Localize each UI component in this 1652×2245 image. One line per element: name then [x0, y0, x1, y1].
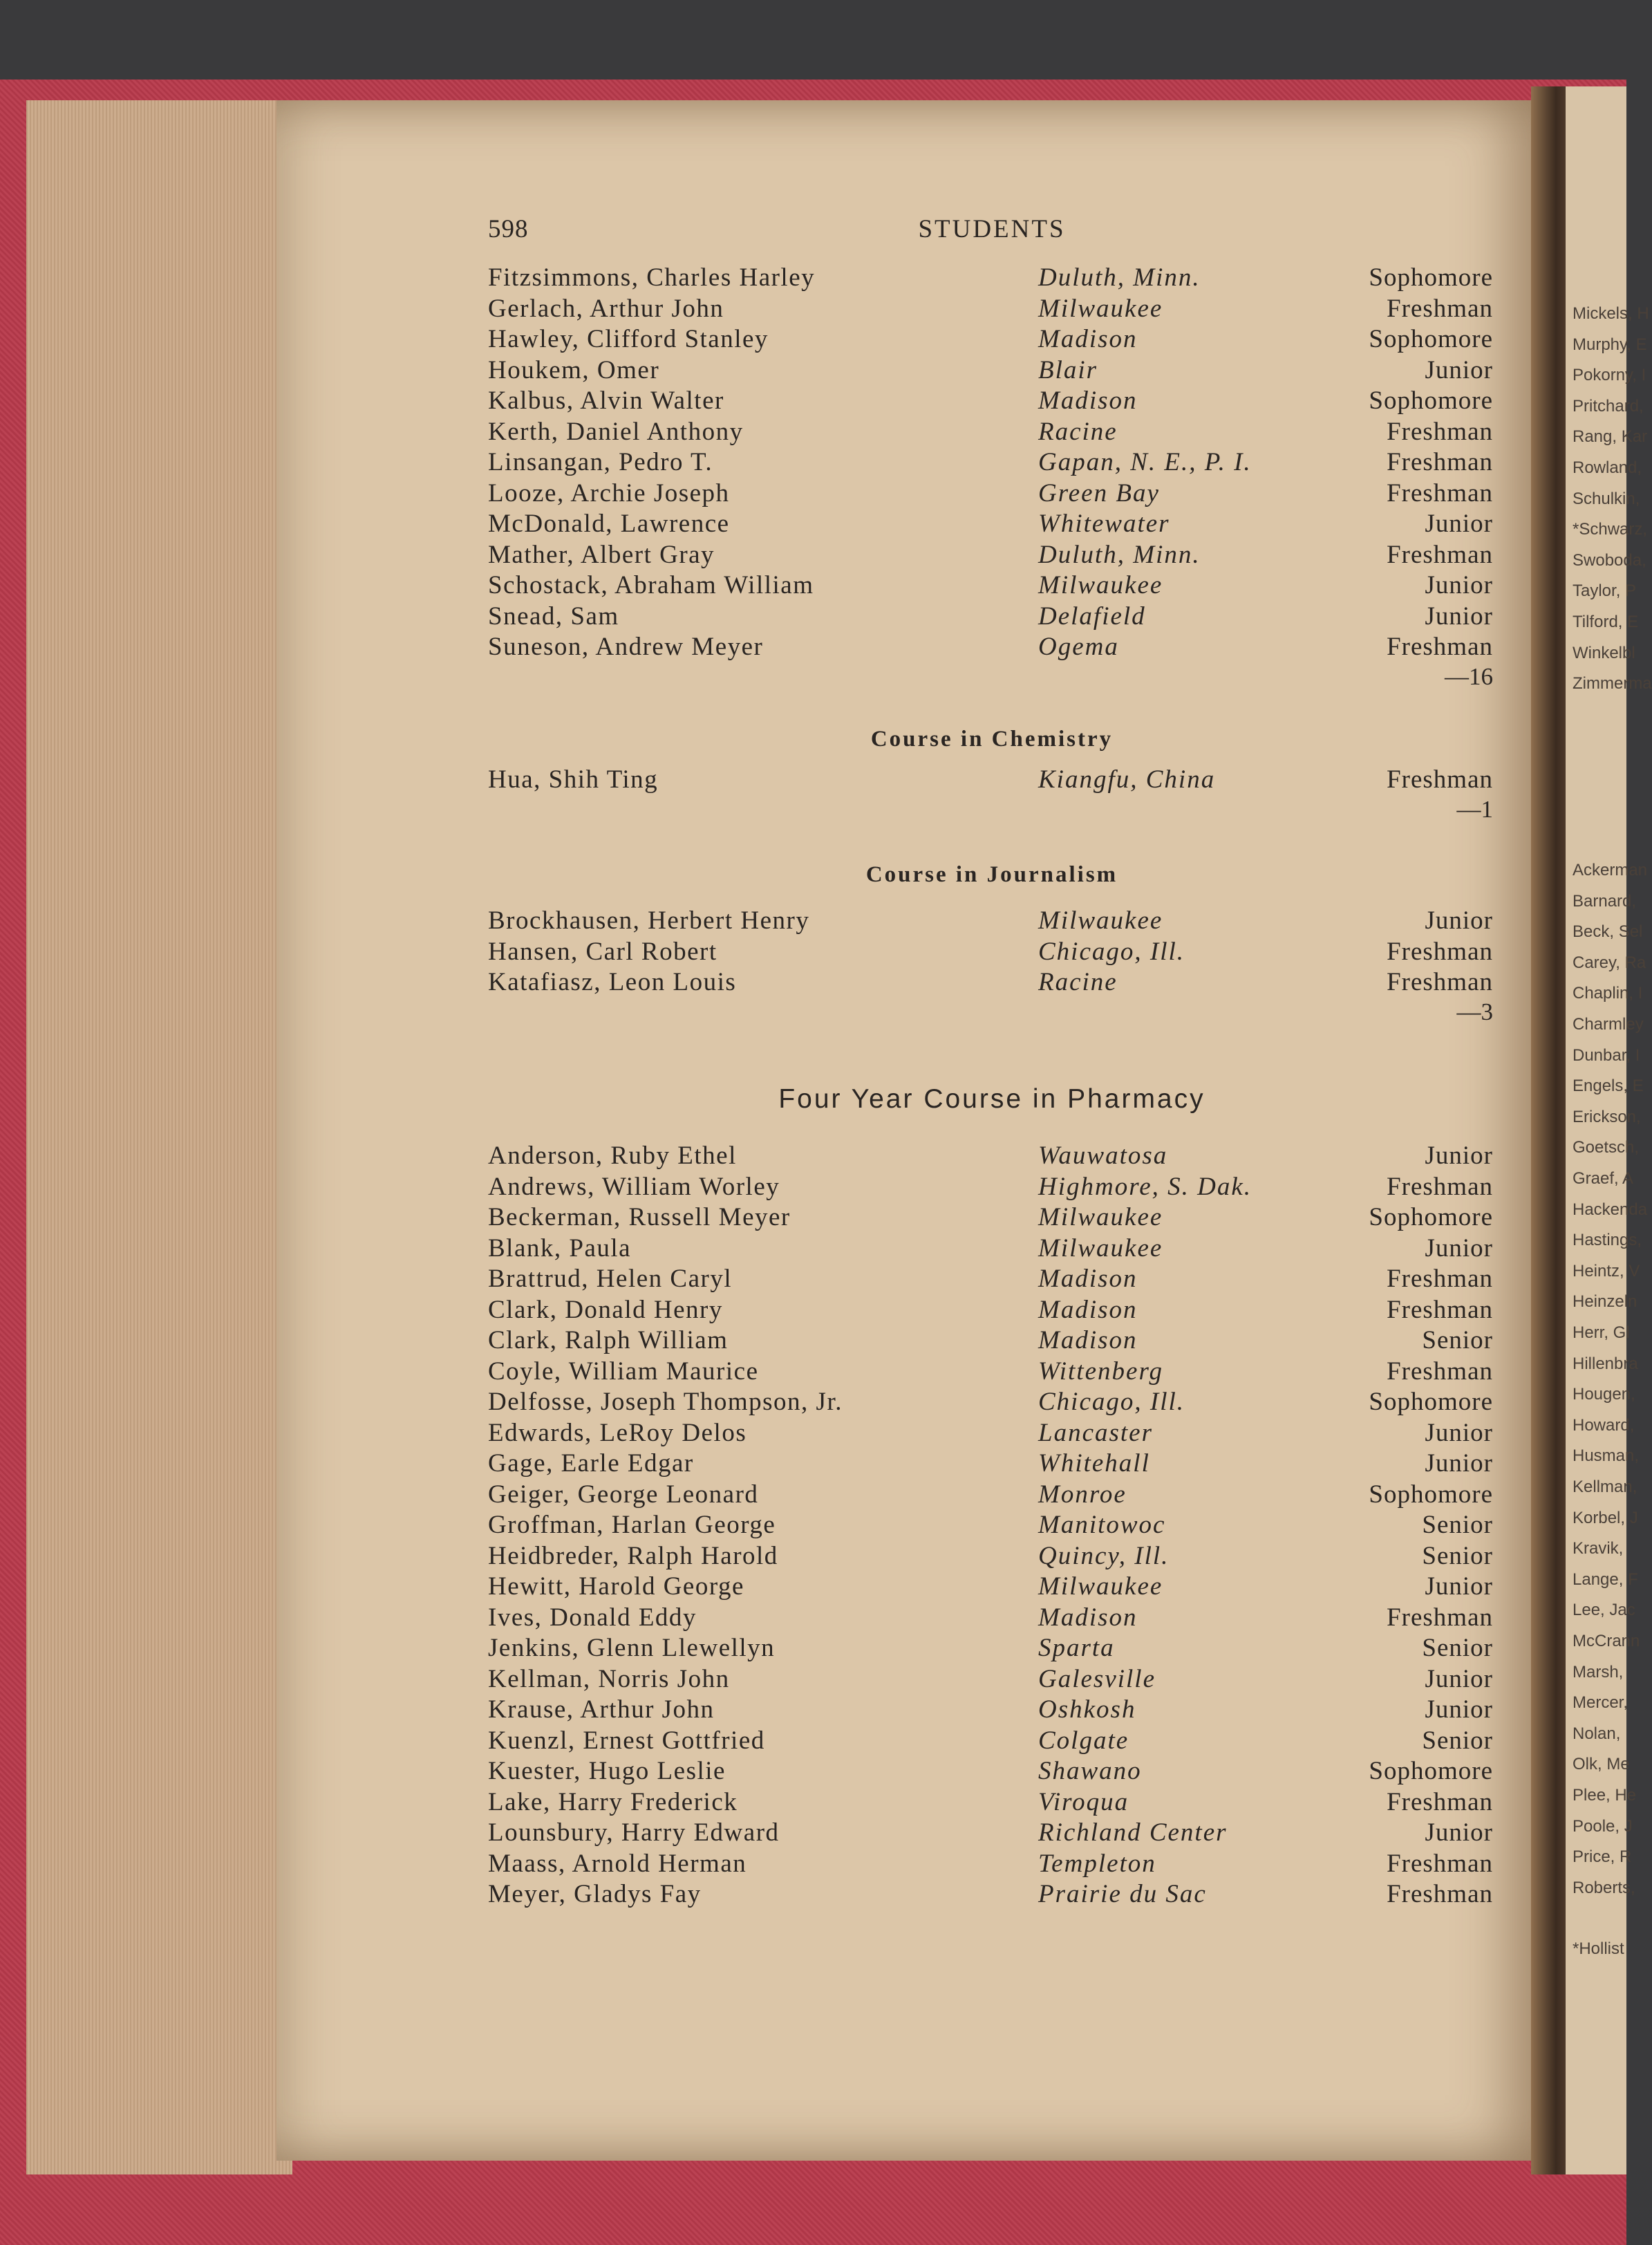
list-item	[484, 1172, 1500, 1203]
next-page-fragment: *Schwarz,	[1573, 520, 1648, 539]
hometown: Wittenberg	[1038, 1357, 1163, 1386]
hometown: Highmore, S. Dak.	[1038, 1172, 1252, 1201]
student-name: Hewitt, Harold George	[488, 1572, 744, 1601]
class-year: Sophomore	[1369, 1388, 1493, 1416]
class-year: Freshman	[1387, 1880, 1493, 1908]
hometown: Gapan, N. E., P. I.	[1038, 448, 1252, 476]
student-name: Kalbus, Alvin Walter	[488, 386, 724, 415]
student-name: Jenkins, Glenn Llewellyn	[488, 1634, 776, 1662]
hometown: Whitehall	[1038, 1449, 1150, 1478]
page-content	[484, 207, 1500, 1910]
class-year: Junior	[1425, 510, 1493, 538]
student-name: Blank, Paula	[488, 1233, 632, 1263]
student-name: Andrews, William Worley	[488, 1172, 780, 1201]
next-page-fragment: Graef, A	[1573, 1169, 1634, 1188]
list-item	[484, 540, 1500, 571]
next-page-fragment: *Hollist	[1573, 1939, 1624, 1958]
hometown: Milwaukee	[1038, 1203, 1163, 1231]
class-year: Freshman	[1387, 1849, 1493, 1878]
list-item	[484, 1664, 1500, 1695]
next-page-fragment: Olk, Me	[1573, 1755, 1630, 1774]
list-item	[484, 1726, 1500, 1757]
hometown: Richland Center	[1038, 1818, 1228, 1847]
student-name: McDonald, Lawrence	[488, 510, 730, 538]
section-2	[484, 862, 1500, 1029]
hometown: Wauwatosa	[1038, 1142, 1168, 1170]
class-year: Junior	[1425, 1664, 1493, 1693]
student-name: Anderson, Ruby Ethel	[488, 1142, 737, 1170]
next-page-edge	[1566, 86, 1652, 2174]
hometown: Madison	[1038, 1326, 1138, 1354]
list-item	[484, 1387, 1500, 1418]
class-year: Freshman	[1387, 937, 1493, 966]
hometown: Oshkosh	[1038, 1695, 1136, 1724]
next-page-fragment: Hackenda	[1573, 1200, 1648, 1219]
list-item	[484, 417, 1500, 448]
student-name: Kerth, Daniel Anthony	[488, 417, 744, 446]
section-total: —1	[1456, 795, 1493, 823]
section-heading: Course in Chemistry	[870, 727, 1114, 752]
class-year: Senior	[1422, 1541, 1493, 1570]
hometown: Delafield	[1038, 602, 1146, 631]
hometown: Kiangfu, China	[1038, 765, 1216, 794]
next-page-fragment: Murphy, E	[1573, 335, 1647, 354]
list-item	[484, 509, 1500, 540]
student-name: Hawley, Clifford Stanley	[488, 325, 769, 353]
student-name: Suneson, Andrew Meyer	[488, 633, 764, 661]
class-year: Junior	[1425, 1142, 1493, 1170]
hometown: Sparta	[1038, 1634, 1115, 1662]
student-name: Gerlach, Arthur John	[488, 294, 724, 323]
section-3	[484, 1084, 1500, 1910]
hometown: Madison	[1038, 1603, 1138, 1632]
next-page-fragment: Schulkin,	[1573, 489, 1640, 508]
list-item	[484, 1818, 1500, 1849]
list-item	[484, 1480, 1500, 1511]
next-page-fragment: Carey, Ra	[1573, 953, 1646, 972]
section-total: —3	[1456, 998, 1493, 1025]
hometown: Manitowoc	[1038, 1511, 1166, 1539]
list-item	[484, 632, 1500, 663]
hometown: Chicago, Ill.	[1038, 937, 1185, 966]
list-item	[484, 355, 1500, 386]
page-number: 598	[488, 215, 529, 243]
class-year: Freshman	[1387, 968, 1493, 996]
student-name: Hua, Shih Ting	[488, 765, 659, 794]
hometown: Madison	[1038, 325, 1138, 353]
next-page-fragment: Kravik,	[1573, 1539, 1624, 1558]
next-page-fragment: Heintz, V	[1573, 1261, 1640, 1280]
hometown: Racine	[1038, 417, 1118, 446]
next-page-fragment: Barnard,	[1573, 891, 1637, 911]
section-total: —16	[1445, 662, 1493, 690]
class-year: Freshman	[1387, 1265, 1493, 1293]
list-item	[484, 1202, 1500, 1233]
class-year: Sophomore	[1369, 386, 1493, 415]
class-year: Junior	[1425, 1233, 1493, 1263]
hometown: Madison	[1038, 1295, 1138, 1324]
class-year: Senior	[1422, 1326, 1493, 1354]
class-year: Sophomore	[1369, 263, 1493, 292]
next-page-fragment: Mickels, H	[1573, 304, 1649, 323]
class-year: Freshman	[1387, 1787, 1493, 1816]
student-name: Delfosse, Joseph Thompson, Jr.	[488, 1388, 843, 1416]
class-year: Freshman	[1387, 1603, 1493, 1632]
section-heading: Four Year Course in Pharmacy	[778, 1084, 1205, 1114]
class-year: Senior	[1422, 1634, 1493, 1662]
next-page-fragment: Plee, He	[1573, 1786, 1637, 1805]
next-page-fragment: Hastings,	[1573, 1231, 1642, 1250]
next-page-fragment: Goetsch,	[1573, 1138, 1640, 1157]
list-item	[484, 1756, 1500, 1787]
next-page-fragment: Charmley	[1573, 1015, 1644, 1034]
list-item	[484, 1233, 1500, 1265]
hometown: Colgate	[1038, 1726, 1129, 1755]
next-page-fragment: Winkelbl	[1573, 643, 1635, 662]
next-page-fragment: Price, R	[1573, 1847, 1632, 1867]
hometown: Monroe	[1038, 1480, 1127, 1509]
next-page-fragment: Hillenbra	[1573, 1354, 1638, 1373]
page-edges	[26, 100, 292, 2174]
class-year: Freshman	[1387, 448, 1493, 476]
student-name: Houkem, Omer	[488, 355, 660, 384]
student-name: Looze, Archie Joseph	[488, 478, 730, 507]
list-item	[484, 1418, 1500, 1449]
hometown: Galesville	[1038, 1664, 1156, 1693]
next-page-fragment: Tilford, E	[1573, 613, 1639, 631]
list-item	[484, 1448, 1500, 1480]
student-name: Edwards, LeRoy Delos	[488, 1418, 747, 1447]
next-page-fragment: Hougen,	[1573, 1385, 1635, 1404]
student-name: Kuester, Hugo Leslie	[488, 1757, 726, 1785]
student-name: Geiger, George Leonard	[488, 1480, 759, 1509]
student-name: Snead, Sam	[488, 602, 619, 631]
hometown: Chicago, Ill.	[1038, 1388, 1185, 1416]
section-heading: Course in Journalism	[865, 862, 1118, 887]
list-item	[484, 1541, 1500, 1572]
next-page-fragment: Nolan,	[1573, 1724, 1621, 1743]
next-page-fragment: Taylor, P	[1573, 581, 1637, 601]
next-page-fragment: Erickson,	[1573, 1107, 1641, 1126]
hometown: Madison	[1038, 386, 1138, 415]
class-year: Freshman	[1387, 294, 1493, 323]
next-page-fragment: Herr, Gl	[1573, 1323, 1630, 1342]
next-page-fragment: Lange, F	[1573, 1569, 1638, 1589]
class-year: Junior	[1425, 906, 1493, 935]
next-page-fragment: Zimmerma	[1573, 674, 1652, 693]
hometown: Viroqua	[1038, 1787, 1129, 1816]
class-year: Junior	[1425, 602, 1493, 631]
next-page-fragment: Beck, Sel	[1573, 922, 1643, 942]
list-item	[484, 1695, 1500, 1726]
list-item	[484, 1879, 1500, 1910]
class-year: Junior	[1425, 1449, 1493, 1478]
student-name: Lounsbury, Harry Edward	[488, 1818, 780, 1847]
hometown: Whitewater	[1038, 510, 1170, 538]
next-page-fragment: Kellman,	[1573, 1478, 1637, 1496]
class-year: Freshman	[1387, 1172, 1493, 1201]
hometown: Green Bay	[1038, 478, 1160, 507]
next-page-fragment: Howard,	[1573, 1415, 1635, 1435]
student-name: Linsangan, Pedro T.	[488, 448, 713, 476]
hometown: Ogema	[1038, 633, 1119, 661]
list-item	[484, 1357, 1500, 1388]
list-item	[484, 937, 1500, 968]
student-name: Brattrud, Helen Caryl	[488, 1265, 733, 1293]
next-page-fragment: Engels, E	[1573, 1077, 1644, 1096]
hometown: Milwaukee	[1038, 906, 1163, 935]
hometown: Milwaukee	[1038, 294, 1163, 323]
page-header	[484, 207, 1500, 263]
class-year: Sophomore	[1369, 1480, 1493, 1509]
list-item	[484, 386, 1500, 417]
list-item	[484, 1849, 1500, 1880]
running-head: STUDENTS	[918, 215, 1066, 243]
student-name: Gage, Earle Edgar	[488, 1449, 694, 1478]
class-year: Sophomore	[1369, 1757, 1493, 1785]
class-year: Junior	[1425, 1418, 1493, 1447]
student-name: Brockhausen, Herbert Henry	[488, 906, 810, 935]
next-page-fragment: Pokorny, I	[1573, 366, 1646, 385]
class-year: Freshman	[1387, 417, 1493, 446]
section-1	[484, 727, 1500, 826]
list-item	[484, 1572, 1500, 1603]
student-name: Groffman, Harlan George	[488, 1511, 776, 1539]
hometown: Milwaukee	[1038, 1572, 1163, 1601]
class-year: Freshman	[1387, 1295, 1493, 1324]
list-item	[484, 1141, 1500, 1172]
hometown: Quincy, Ill.	[1038, 1541, 1170, 1570]
next-page-fragment: Pritchard,	[1573, 396, 1644, 416]
student-name: Hansen, Carl Robert	[488, 937, 717, 966]
list-item	[484, 602, 1500, 633]
hometown: Prairie du Sac	[1038, 1880, 1207, 1908]
class-year: Senior	[1422, 1511, 1493, 1539]
section-0	[484, 263, 1500, 693]
hometown: Duluth, Minn.	[1038, 540, 1201, 569]
list-item	[484, 906, 1500, 937]
student-name: Kuenzl, Ernest Gottfried	[488, 1726, 765, 1755]
student-name: Coyle, William Maurice	[488, 1357, 759, 1386]
class-year: Junior	[1425, 1695, 1493, 1724]
hometown: Racine	[1038, 968, 1118, 996]
next-page-fragment: Poole, J	[1573, 1816, 1633, 1836]
list-item	[484, 263, 1500, 294]
class-year: Freshman	[1387, 1357, 1493, 1386]
class-year: Freshman	[1387, 540, 1493, 569]
class-year: Sophomore	[1369, 325, 1493, 353]
hometown: Madison	[1038, 1265, 1138, 1293]
list-item	[484, 324, 1500, 355]
list-item	[484, 478, 1500, 510]
hometown: Blair	[1038, 355, 1098, 384]
class-year: Junior	[1425, 355, 1493, 384]
student-name: Schostack, Abraham William	[488, 571, 814, 599]
list-item	[484, 967, 1500, 998]
student-name: Meyer, Gladys Fay	[488, 1880, 702, 1908]
list-item	[484, 1325, 1500, 1357]
next-page-fragment: Chaplin, I	[1573, 984, 1643, 1003]
next-page-fragment: Dunbar, I	[1573, 1045, 1640, 1065]
list-item	[484, 447, 1500, 478]
class-year: Sophomore	[1369, 1203, 1493, 1231]
hometown: Milwaukee	[1038, 1233, 1163, 1263]
next-page-fragment: Lee, Jac	[1573, 1601, 1635, 1620]
list-item	[484, 1603, 1500, 1634]
next-page-fragment: Husman,	[1573, 1446, 1640, 1466]
student-name: Kellman, Norris John	[488, 1664, 730, 1693]
student-name: Clark, Ralph William	[488, 1326, 729, 1354]
student-name: Fitzsimmons, Charles Harley	[488, 263, 816, 292]
student-name: Maass, Arnold Herman	[488, 1849, 747, 1878]
next-page-fragment: Heinzeln	[1573, 1292, 1637, 1312]
list-item	[484, 1295, 1500, 1326]
list-item	[484, 570, 1500, 602]
list-item	[484, 1787, 1500, 1818]
class-year: Freshman	[1387, 633, 1493, 661]
list-item	[484, 294, 1500, 325]
hometown: Lancaster	[1038, 1418, 1153, 1447]
student-name: Mather, Albert Gray	[488, 540, 715, 569]
student-name: Beckerman, Russell Meyer	[488, 1203, 791, 1231]
list-item	[484, 765, 1500, 796]
class-year: Senior	[1422, 1726, 1493, 1755]
next-page-fragment: Rang, Kar	[1573, 427, 1648, 447]
class-year: Junior	[1425, 571, 1493, 599]
class-year: Junior	[1425, 1818, 1493, 1847]
list-item	[484, 1510, 1500, 1541]
class-year: Freshman	[1387, 478, 1493, 507]
hometown: Shawano	[1038, 1757, 1142, 1785]
student-name: Krause, Arthur John	[488, 1695, 715, 1724]
student-name: Clark, Donald Henry	[488, 1295, 723, 1324]
next-page-fragment: Rowland,	[1573, 458, 1642, 477]
next-page-fragment: Mercer,	[1573, 1693, 1628, 1713]
student-name: Heidbreder, Ralph Harold	[488, 1541, 778, 1570]
list-item	[484, 1633, 1500, 1664]
next-page-fragment: Ackerman	[1573, 861, 1648, 879]
student-name: Katafiasz, Leon Louis	[488, 968, 737, 996]
hometown: Milwaukee	[1038, 571, 1163, 599]
class-year: Junior	[1425, 1572, 1493, 1601]
student-name: Lake, Harry Frederick	[488, 1787, 738, 1816]
next-page-fragment: Swoboda,	[1573, 550, 1646, 570]
next-page-fragment: Roberts,	[1573, 1878, 1635, 1897]
hometown: Duluth, Minn.	[1038, 263, 1201, 292]
class-year: Freshman	[1387, 765, 1493, 794]
next-page-fragment: Korbel, J	[1573, 1508, 1638, 1527]
hometown: Templeton	[1038, 1849, 1156, 1878]
next-page-fragment: Marsh,	[1573, 1662, 1624, 1682]
next-page-fragment: McCrann	[1573, 1632, 1640, 1650]
list-item	[484, 1264, 1500, 1295]
student-name: Ives, Donald Eddy	[488, 1603, 697, 1632]
